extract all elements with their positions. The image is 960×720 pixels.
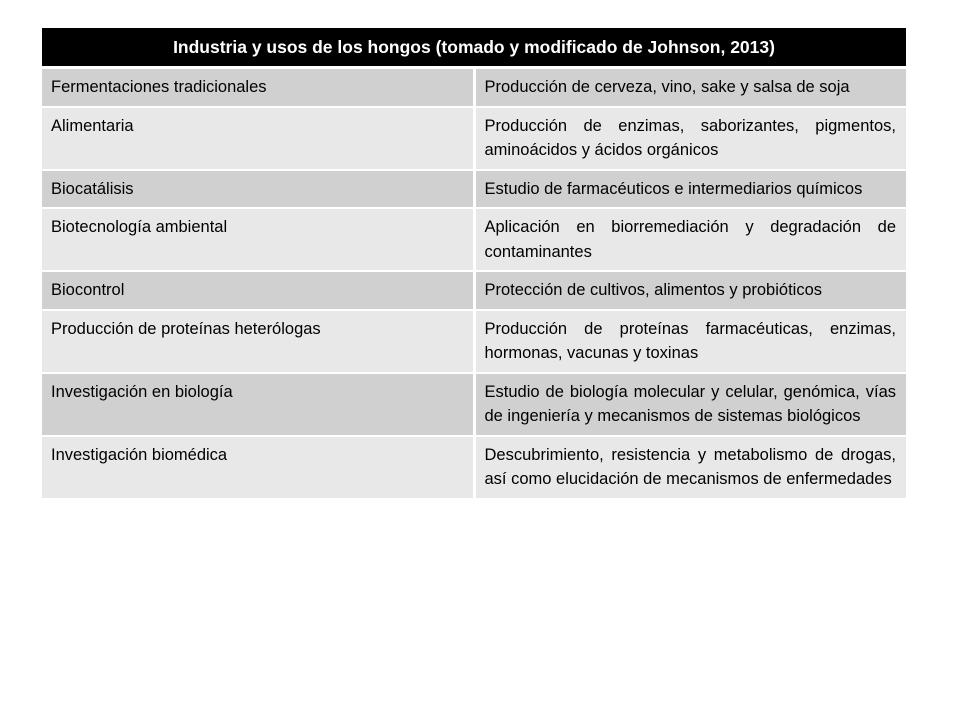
table-row [42,208,906,271]
table-row [42,68,906,107]
use-cell: Producción de enzimas, saborizantes, pigmentos, aminoácidos y ácidos orgánicos [474,107,906,170]
industry-cell: Biotecnología ambiental [42,208,474,271]
industry-cell: Producción de proteínas heterólogas [42,310,474,373]
use-cell: Protección de cultivos, alimentos y probióticos [474,271,906,310]
use-cell: Aplicación en biorremediación y degradación de contaminantes [474,208,906,271]
use-cell: Estudio de farmacéuticos e intermediarios químicos [474,170,906,209]
industry-cell: Fermentaciones tradicionales [42,68,474,107]
table-row [42,170,906,209]
industry-cell: Biocatálisis [42,170,474,209]
fungi-uses-table-container [42,28,906,500]
table-title: Industria y usos de los hongos (tomado y modificado de Johnson, 2013) [42,28,906,68]
table-row [42,271,906,310]
table-row [42,107,906,170]
industry-cell: Alimentaria [42,107,474,170]
industry-cell: Biocontrol [42,271,474,310]
table-header-row [42,28,906,68]
use-cell: Producción de cerveza, vino, sake y salsa de soja [474,68,906,107]
use-cell: Producción de proteínas farmacéuticas, enzimas, hormonas, vacunas y toxinas [474,310,906,373]
table-row [42,310,906,373]
industry-cell: Investigación biomédica [42,436,474,499]
fungi-uses-table [42,28,906,500]
use-cell: Estudio de biología molecular y celular, genómica, vías de ingeniería y mecanismos de sistemas biológicos [474,373,906,436]
table-row [42,373,906,436]
table-row [42,436,906,499]
use-cell: Descubrimiento, resistencia y metabolismo de drogas, así como elucidación de mecanismos de enfermedades [474,436,906,499]
industry-cell: Investigación en biología [42,373,474,436]
